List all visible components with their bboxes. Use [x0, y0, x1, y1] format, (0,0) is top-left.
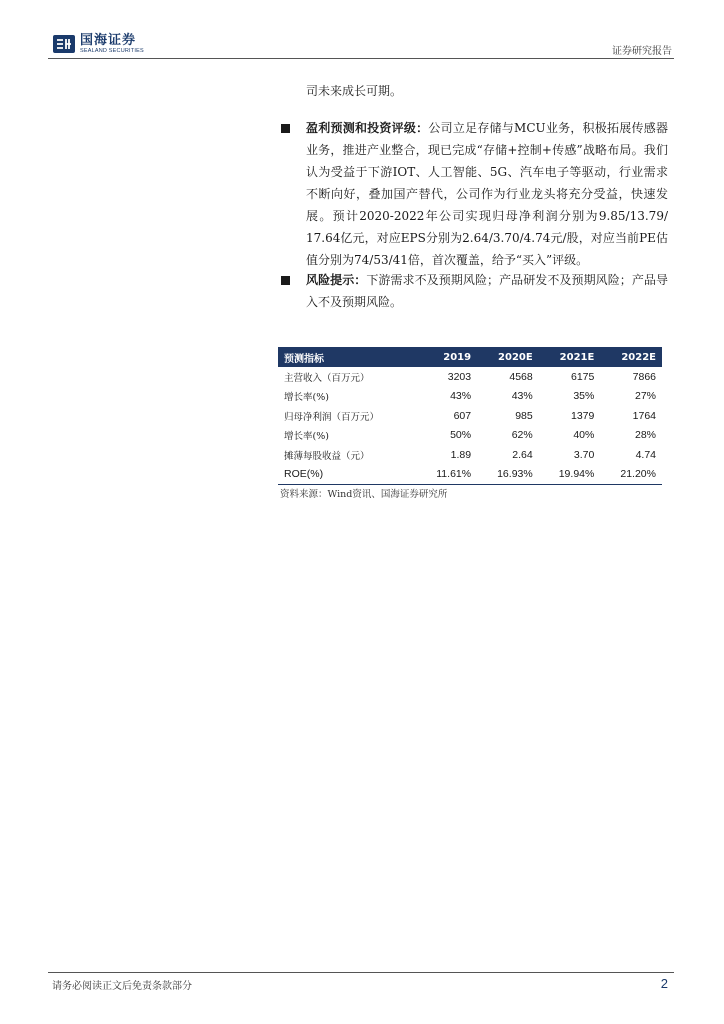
continued-paragraph: 司未来成长可期。 [306, 84, 403, 98]
row-label: 主营收入（百万元） [284, 372, 370, 384]
bullet-square-icon [281, 276, 290, 285]
company-logo [52, 34, 144, 55]
table-row [278, 426, 662, 446]
table-cell: 1764 [632, 409, 656, 422]
table-header-cell: 预测指标 [278, 347, 416, 367]
header-divider [48, 58, 674, 59]
table-cell: 43% [511, 390, 533, 403]
table-cell: 4.74 [635, 448, 656, 461]
table-cell: 1379 [570, 409, 595, 422]
risk-heading: 风险提示： [306, 273, 367, 287]
risk-body: 下游需求不及预期风险；产品研发不及预期风险；产品导入不及预期风险。 [306, 273, 668, 309]
table-source-note: 资料来源：Wind资讯、国海证券研究所 [280, 489, 448, 500]
table-cell: 40% [573, 429, 595, 442]
page-header [48, 30, 674, 60]
table-cell: 3.70 [573, 448, 595, 461]
table-row [278, 387, 662, 407]
table-cell: 1.89 [450, 448, 472, 461]
table-row [278, 367, 662, 387]
forecast-table [278, 347, 662, 485]
profit-forecast-body: 公司立足存储与MCU业务，积极拓展传感器业务，推进产业整合，现已完成“存储+控制+传感”战略布局。我们认为受益于下游IOT、人工智能、5G、汽车电子等驱动，行业需求不断向好，叠加国产替代，公司作为行业龙头将充分受益，快速发展。预计2020-2022年公司实现归母净利润分别为9.85/13.79/ 17.64亿元，对应EPS分别为2.64/3.70/4.74元/股，对应当前PE估值分别为74/53/41倍，首次覆盖，给予“买入”评级。 [306, 121, 668, 267]
profit-forecast-heading: 盈利预测和投资评级： [306, 121, 429, 135]
table-cell: 7866 [632, 370, 656, 383]
table-cell: 16.93% [477, 465, 539, 485]
table-cell: 4568 [509, 370, 533, 383]
table-row [278, 445, 662, 465]
table-header-cell: 2019 [416, 347, 477, 367]
table-cell: 19.94% [539, 465, 601, 485]
row-label: 归母净利润（百万元） [284, 411, 380, 423]
footer-disclaimer: 请务必阅读正文后免责条款部分 [52, 981, 192, 992]
row-label: 增长率(%) [284, 392, 329, 404]
profit-forecast-paragraph [306, 117, 668, 271]
logo-chinese-name: 国海证券 [80, 33, 137, 48]
table-cell: 21.20% [600, 465, 662, 485]
sealand-logo-icon [52, 34, 76, 54]
table-cell: 43% [450, 390, 472, 403]
table-cell: 62% [511, 429, 533, 442]
table-header-cell: 2020E [477, 347, 539, 367]
table-header-cell: 2022E [600, 347, 662, 367]
table-cell: 50% [450, 429, 472, 442]
table-header-row [278, 347, 662, 367]
row-label: ROE(%) [278, 465, 416, 485]
table-header-cell: 2021E [539, 347, 601, 367]
table-cell: 27% [634, 390, 656, 403]
table-cell: 2.64 [512, 448, 533, 461]
table-cell: 28% [634, 429, 656, 442]
table-cell: 607 [453, 409, 472, 422]
table-cell: 985 [515, 409, 533, 422]
table-cell: 11.61% [416, 465, 477, 485]
table-row [278, 465, 662, 485]
table-row [278, 406, 662, 426]
logo-english-name: SEALAND SECURITIES [80, 48, 144, 54]
table-cell: 35% [573, 390, 595, 403]
bullet-square-icon [281, 124, 290, 133]
row-label: 增长率(%) [284, 431, 329, 443]
report-type-label: 证券研究报告 [612, 46, 672, 57]
table-cell: 3203 [447, 370, 472, 383]
page-number: 2 [660, 976, 668, 991]
footer-divider [48, 972, 674, 973]
row-label: 摊薄每股收益（元） [284, 450, 370, 462]
risk-paragraph [306, 269, 668, 313]
table-cell: 6175 [570, 370, 595, 383]
